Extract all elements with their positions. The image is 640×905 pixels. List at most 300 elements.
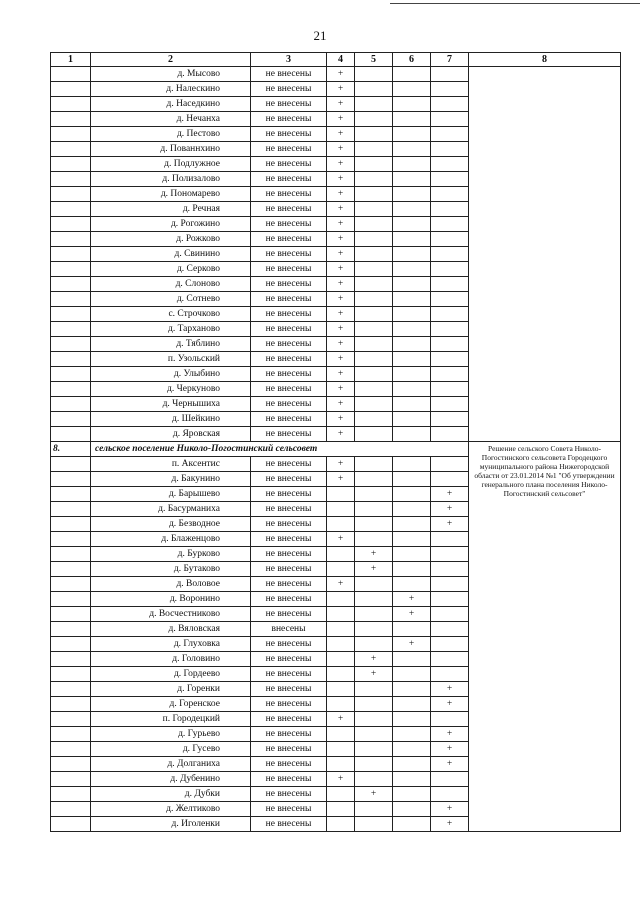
note-cell [469, 697, 621, 712]
row-number-cell [51, 337, 91, 352]
settlement-name: д. Дубенино [91, 772, 251, 787]
row-number-cell [51, 502, 91, 517]
row-number-cell [51, 562, 91, 577]
settlement-name: с. Строчково [91, 307, 251, 322]
status-cell: не внесены [251, 172, 327, 187]
mark-c5 [355, 757, 393, 772]
status-cell: не внесены [251, 592, 327, 607]
mark-c4: + [327, 112, 355, 127]
column-header-5: 5 [355, 53, 393, 67]
mark-c4: + [327, 337, 355, 352]
settlement-name: д. Рожково [91, 232, 251, 247]
status-cell: не внесены [251, 142, 327, 157]
page-number: 21 [313, 28, 327, 43]
mark-c5 [355, 682, 393, 697]
mark-c6 [393, 772, 431, 787]
table-row [51, 172, 621, 187]
mark-c6: + [393, 607, 431, 622]
table-row [51, 352, 621, 367]
mark-c7 [431, 67, 469, 82]
settlement-name: д. Сотнево [91, 292, 251, 307]
row-number-cell [51, 727, 91, 742]
status-cell: не внесены [251, 817, 327, 832]
mark-c7 [431, 157, 469, 172]
mark-c5 [355, 217, 393, 232]
row-number-cell [51, 232, 91, 247]
mark-c5 [355, 397, 393, 412]
status-cell: не внесены [251, 667, 327, 682]
mark-c4 [327, 547, 355, 562]
status-cell: не внесены [251, 697, 327, 712]
mark-c4 [327, 637, 355, 652]
row-number-cell [51, 187, 91, 202]
mark-c5 [355, 112, 393, 127]
mark-c5 [355, 352, 393, 367]
note-cell [469, 682, 621, 697]
settlement-name: д. Вяловская [91, 622, 251, 637]
row-number-cell [51, 802, 91, 817]
settlement-name: д. Воловое [91, 577, 251, 592]
mark-c6 [393, 232, 431, 247]
note-cell [469, 382, 621, 397]
settlement-name: д. Безводное [91, 517, 251, 532]
mark-c6 [393, 217, 431, 232]
mark-c6 [393, 82, 431, 97]
status-cell: не внесены [251, 457, 327, 472]
settlement-name: д. Свинино [91, 247, 251, 262]
note-cell [469, 772, 621, 787]
settlement-name: п. Аксентис [91, 457, 251, 472]
settlement-name: д. Бурково [91, 547, 251, 562]
note-cell [469, 787, 621, 802]
row-number-cell [51, 517, 91, 532]
mark-c5 [355, 82, 393, 97]
status-cell: не внесены [251, 157, 327, 172]
row-number-cell [51, 172, 91, 187]
table-row [51, 712, 621, 727]
table-row [51, 232, 621, 247]
mark-c6 [393, 157, 431, 172]
mark-c6 [393, 562, 431, 577]
mark-c4: + [327, 157, 355, 172]
mark-c7 [431, 367, 469, 382]
mark-c7 [431, 547, 469, 562]
mark-c4: + [327, 277, 355, 292]
section-title: сельское поселение Николо-Погостинский сельсовет [91, 442, 469, 457]
mark-c4: + [327, 322, 355, 337]
mark-c4 [327, 682, 355, 697]
mark-c5 [355, 67, 393, 82]
mark-c7 [431, 247, 469, 262]
mark-c6 [393, 817, 431, 832]
table-row [51, 277, 621, 292]
mark-c4 [327, 592, 355, 607]
mark-c6 [393, 97, 431, 112]
mark-c7 [431, 397, 469, 412]
mark-c5 [355, 277, 393, 292]
note-cell [469, 757, 621, 772]
note-cell [469, 712, 621, 727]
table-row [51, 97, 621, 112]
mark-c7 [431, 82, 469, 97]
table-row [51, 112, 621, 127]
table-row [51, 667, 621, 682]
note-cell [469, 277, 621, 292]
row-number-cell [51, 712, 91, 727]
table-row [51, 322, 621, 337]
note-cell [469, 97, 621, 112]
row-number-cell [51, 127, 91, 142]
table-row [51, 67, 621, 82]
mark-c7 [431, 187, 469, 202]
status-cell: не внесены [251, 322, 327, 337]
mark-c6 [393, 577, 431, 592]
mark-c7 [431, 622, 469, 637]
mark-c7 [431, 337, 469, 352]
note-cell [469, 352, 621, 367]
mark-c5 [355, 127, 393, 142]
mark-c7 [431, 637, 469, 652]
settlement-name: д. Горенки [91, 682, 251, 697]
column-header-3: 3 [251, 53, 327, 67]
mark-c6 [393, 142, 431, 157]
settlement-name: д. Гордеево [91, 667, 251, 682]
mark-c5 [355, 142, 393, 157]
mark-c4: + [327, 457, 355, 472]
mark-c5 [355, 487, 393, 502]
mark-c4: + [327, 127, 355, 142]
status-cell: не внесены [251, 277, 327, 292]
mark-c5: + [355, 667, 393, 682]
row-number-cell [51, 772, 91, 787]
status-cell: не внесены [251, 637, 327, 652]
mark-c4: + [327, 472, 355, 487]
note-cell [469, 307, 621, 322]
mark-c4: + [327, 262, 355, 277]
status-cell: не внесены [251, 382, 327, 397]
mark-c4 [327, 667, 355, 682]
status-cell: не внесены [251, 217, 327, 232]
mark-c5 [355, 637, 393, 652]
mark-c5 [355, 427, 393, 442]
mark-c4: + [327, 352, 355, 367]
note-cell [469, 592, 621, 607]
table-body [51, 67, 621, 832]
settlement-name: д. Налескино [91, 82, 251, 97]
mark-c5 [355, 592, 393, 607]
table-row [51, 187, 621, 202]
row-number-cell [51, 667, 91, 682]
settlement-name: д. Улыбино [91, 367, 251, 382]
mark-c7 [431, 607, 469, 622]
note-cell [469, 232, 621, 247]
mark-c5 [355, 307, 393, 322]
table-row [51, 697, 621, 712]
settlement-name: д. Чернышиха [91, 397, 251, 412]
mark-c6 [393, 802, 431, 817]
mark-c4 [327, 757, 355, 772]
note-cell [469, 187, 621, 202]
mark-c6 [393, 457, 431, 472]
mark-c7 [431, 667, 469, 682]
note-cell [469, 742, 621, 757]
status-cell: не внесены [251, 562, 327, 577]
settlement-name: д. Глуховка [91, 637, 251, 652]
table-row [51, 817, 621, 832]
mark-c5 [355, 292, 393, 307]
mark-c6 [393, 112, 431, 127]
note-cell [469, 262, 621, 277]
mark-c7: + [431, 742, 469, 757]
note-cell [469, 727, 621, 742]
note-cell [469, 577, 621, 592]
note-cell [469, 367, 621, 382]
mark-c6 [393, 472, 431, 487]
mark-c5 [355, 247, 393, 262]
mark-c6 [393, 307, 431, 322]
column-header-4: 4 [327, 53, 355, 67]
mark-c4: + [327, 712, 355, 727]
mark-c5 [355, 202, 393, 217]
section-note: Решение сельского Совета Николо-Погостинского сельсовета Городецкого муниципального района Нижегородской области от 23.01.2014 №1 "Об утверждении генерального плана поселения Николо-Погостинский сельсовет" [469, 442, 621, 532]
table-row [51, 217, 621, 232]
note-cell [469, 637, 621, 652]
mark-c6 [393, 697, 431, 712]
mark-c5 [355, 472, 393, 487]
status-cell: не внесены [251, 712, 327, 727]
note-cell [469, 202, 621, 217]
mark-c6 [393, 382, 431, 397]
settlement-name: д. Серково [91, 262, 251, 277]
row-number-cell [51, 412, 91, 427]
settlement-name: п. Узольский [91, 352, 251, 367]
status-cell: не внесены [251, 262, 327, 277]
mark-c6 [393, 352, 431, 367]
row-number-cell [51, 82, 91, 97]
mark-c4 [327, 502, 355, 517]
table-row [51, 682, 621, 697]
mark-c4: + [327, 772, 355, 787]
mark-c7 [431, 772, 469, 787]
mark-c4: + [327, 247, 355, 262]
status-cell: не внесены [251, 352, 327, 367]
table-row [51, 412, 621, 427]
mark-c7: + [431, 517, 469, 532]
row-number-cell [51, 637, 91, 652]
status-cell: не внесены [251, 67, 327, 82]
column-header-7: 7 [431, 53, 469, 67]
note-cell [469, 412, 621, 427]
note-cell [469, 562, 621, 577]
table-row [51, 292, 621, 307]
mark-c7 [431, 277, 469, 292]
mark-c6 [393, 667, 431, 682]
table-row [51, 562, 621, 577]
row-number-cell [51, 277, 91, 292]
row-number-cell [51, 157, 91, 172]
settlement-name: д. Речная [91, 202, 251, 217]
row-number-cell [51, 622, 91, 637]
mark-c5 [355, 802, 393, 817]
table-row [51, 742, 621, 757]
mark-c7: + [431, 757, 469, 772]
row-number-cell [51, 817, 91, 832]
mark-c6 [393, 127, 431, 142]
mark-c6 [393, 322, 431, 337]
mark-c6 [393, 367, 431, 382]
note-cell [469, 397, 621, 412]
mark-c5 [355, 172, 393, 187]
mark-c5 [355, 457, 393, 472]
settlement-name: д. Бакунино [91, 472, 251, 487]
settlement-name: д. Наседкино [91, 97, 251, 112]
table-row [51, 577, 621, 592]
row-number-cell [51, 142, 91, 157]
mark-c5 [355, 817, 393, 832]
mark-c6 [393, 487, 431, 502]
mark-c5 [355, 367, 393, 382]
mark-c4: + [327, 412, 355, 427]
status-cell: не внесены [251, 487, 327, 502]
mark-c6: + [393, 637, 431, 652]
table-row [51, 652, 621, 667]
mark-c6 [393, 337, 431, 352]
mark-c6 [393, 427, 431, 442]
note-cell [469, 532, 621, 547]
note-cell [469, 172, 621, 187]
mark-c4 [327, 697, 355, 712]
mark-c5 [355, 337, 393, 352]
header-row [51, 53, 621, 67]
row-number-cell [51, 247, 91, 262]
settlement-name: д. Воронино [91, 592, 251, 607]
note-cell [469, 547, 621, 562]
column-header-2: 2 [91, 53, 251, 67]
mark-c5 [355, 97, 393, 112]
mark-c4: + [327, 202, 355, 217]
mark-c7 [431, 382, 469, 397]
mark-c7 [431, 712, 469, 727]
status-cell: не внесены [251, 772, 327, 787]
mark-c7: + [431, 802, 469, 817]
status-cell: не внесены [251, 802, 327, 817]
status-cell: не внесены [251, 532, 327, 547]
mark-c7 [431, 592, 469, 607]
settlement-name: п. Городецкий [91, 712, 251, 727]
mark-c6 [393, 652, 431, 667]
mark-c5: + [355, 562, 393, 577]
table-row [51, 262, 621, 277]
table-row [51, 787, 621, 802]
status-cell: не внесены [251, 307, 327, 322]
mark-c6 [393, 502, 431, 517]
row-number-cell [51, 322, 91, 337]
mark-c4: + [327, 187, 355, 202]
note-cell [469, 217, 621, 232]
settlement-name: д. Пестово [91, 127, 251, 142]
mark-c5: + [355, 652, 393, 667]
settlement-name: д. Горенское [91, 697, 251, 712]
table-row [51, 157, 621, 172]
mark-c6 [393, 742, 431, 757]
mark-c6 [393, 412, 431, 427]
mark-c7 [431, 217, 469, 232]
note-cell [469, 607, 621, 622]
mark-c6 [393, 172, 431, 187]
mark-c7 [431, 112, 469, 127]
table-row [51, 307, 621, 322]
mark-c7 [431, 202, 469, 217]
row-number-cell [51, 742, 91, 757]
status-cell: не внесены [251, 742, 327, 757]
status-cell: не внесены [251, 202, 327, 217]
table-row [51, 202, 621, 217]
mark-c4: + [327, 382, 355, 397]
mark-c7: + [431, 817, 469, 832]
status-cell: не внесены [251, 502, 327, 517]
settlement-name: д. Тарханово [91, 322, 251, 337]
mark-c5 [355, 262, 393, 277]
table-row [51, 427, 621, 442]
mark-c4: + [327, 397, 355, 412]
mark-c5 [355, 742, 393, 757]
status-cell: не внесены [251, 412, 327, 427]
status-cell: не внесены [251, 787, 327, 802]
settlement-name: д. Пономарево [91, 187, 251, 202]
row-number-cell [51, 757, 91, 772]
mark-c4 [327, 787, 355, 802]
mark-c7: + [431, 727, 469, 742]
mark-c4: + [327, 172, 355, 187]
status-cell: не внесены [251, 517, 327, 532]
table-row [51, 337, 621, 352]
mark-c5 [355, 577, 393, 592]
mark-c6 [393, 712, 431, 727]
status-cell: не внесены [251, 292, 327, 307]
mark-c5 [355, 232, 393, 247]
settlement-name: д. Барышево [91, 487, 251, 502]
mark-c5 [355, 502, 393, 517]
mark-c7 [431, 97, 469, 112]
mark-c6 [393, 187, 431, 202]
mark-c7 [431, 352, 469, 367]
mark-c4 [327, 607, 355, 622]
settlement-name: д. Яровская [91, 427, 251, 442]
status-cell: не внесены [251, 577, 327, 592]
mark-c6 [393, 757, 431, 772]
settlement-name: д. Гусево [91, 742, 251, 757]
mark-c7 [431, 532, 469, 547]
mark-c4 [327, 652, 355, 667]
settlement-name: д. Тяблино [91, 337, 251, 352]
mark-c7 [431, 292, 469, 307]
section-number: 8. [51, 442, 91, 457]
settlement-name: д. Дубки [91, 787, 251, 802]
mark-c7 [431, 127, 469, 142]
mark-c6 [393, 262, 431, 277]
mark-c7 [431, 457, 469, 472]
mark-c4: + [327, 97, 355, 112]
mark-c6 [393, 727, 431, 742]
note-cell [469, 67, 621, 82]
status-cell: не внесены [251, 547, 327, 562]
settlement-name: д. Иголенки [91, 817, 251, 832]
settlements-table [50, 52, 621, 832]
mark-c5 [355, 412, 393, 427]
mark-c6 [393, 532, 431, 547]
mark-c4 [327, 562, 355, 577]
settlement-name: д. Пованнхино [91, 142, 251, 157]
